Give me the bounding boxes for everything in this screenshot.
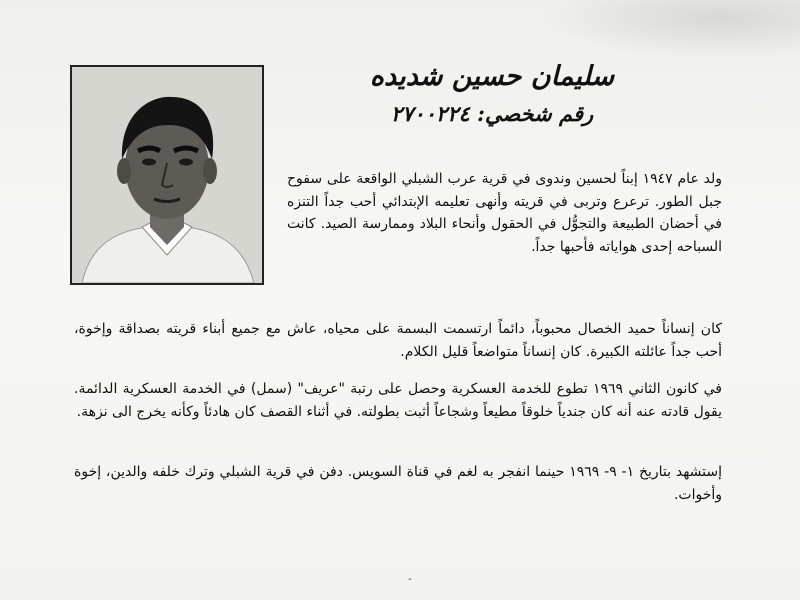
scan-smudge [540, 0, 800, 60]
portrait-photo [70, 65, 264, 285]
personal-number [312, 100, 672, 128]
paragraph-birth: ولد عام ١٩٤٧ إبناً لحسين وندوى في قرية عرب الشبلي الواقعة على سفوح جبل الطور. ترعرع وتربى في قريته وأنهى تعليمه الإبتدائي أحب جداً التنزه في أحضان الطبيعة والتجوُّل في الحقول وأنحاء البلاد وممارسة الصيد. كانت السباحه إحدى هواياته فأحبها جداً. [287, 171, 722, 255]
footer-mark: - [408, 574, 412, 585]
portrait-photo-icon [72, 67, 262, 283]
paragraph-service: في كانون الثاني ١٩٦٩ تطوع للخدمة العسكرية وحصل على رتبة "عريف" (سمل) في الخدمة العسكرية الدائمة. يقول قادته عنه أنه كان جندياً خلوقاً مطيعاً وشجاعاً أثبت بطولته. في أثناء القصف كان هادئاً وكأنه يخرج الى نزهة. [74, 381, 722, 420]
person-name: سليمان حسين شديده [369, 61, 615, 92]
paragraph-character: كان إنساناً حميد الخصال محبوباً، دائماً ارتسمت البسمة على محياه، عاش مع جميع أبناء قريته بصداقة وإخوة، أحب جداً عائلته الكبيرة. كان إنساناً متواضعاً قليل الكلام. [74, 321, 722, 360]
paragraph-death: إستشهد بتاريخ ١- ٩- ١٩٦٩ حينما انفجر به لغم في قناة السويس. دفن في قرية الشبلي وترك خلفه والدين، إخوة وأخوات. [74, 464, 722, 503]
personal-number-value: ٢٧٠٠٢٢٤ [390, 101, 470, 126]
personal-number-label: رقم شخصي: [477, 101, 594, 126]
